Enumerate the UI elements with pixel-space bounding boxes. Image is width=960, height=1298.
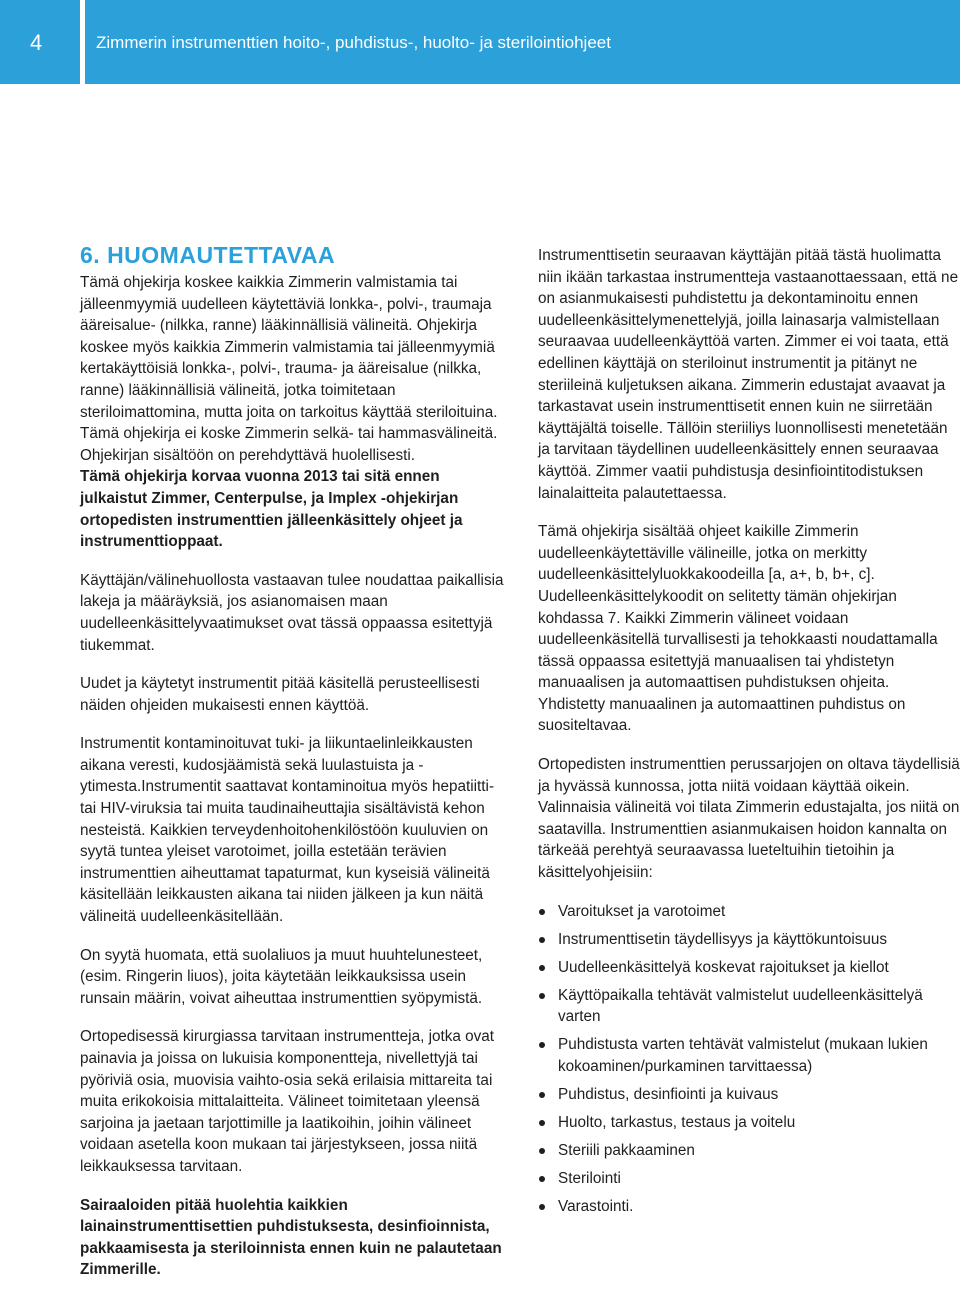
bullet-icon (539, 993, 545, 999)
bullet-icon (539, 937, 545, 943)
bullet-icon (539, 1148, 545, 1154)
list-item: Instrumenttisetin täydellisyys ja käyttökuntoisuus (538, 929, 960, 951)
document-title: Zimmerin instrumenttien hoito-, puhdistus-, huolto- ja sterilointiohjeet (96, 33, 611, 52)
list-item: Käyttöpaikalla tehtävät valmistelut uudelleenkäsittelyä varten (538, 985, 960, 1028)
left-column (80, 240, 504, 1298)
bullet-icon (539, 1120, 545, 1126)
right-column (538, 245, 960, 1224)
paragraph-next-user: Instrumenttisetin seuraavan käyttäjän pitää tästä huolimatta niin ikään tarkastaa instrumentteja vastaanottaessaan, että ne on asianmukaisesti puhdistettu ja dekontaminoitu ennen uudelleenkäsittelymenettelyjä, joilla lainasarja valmistellaan seuraavaa uudelleenkäyttöä varten. Zimmer ei voi taata, että edellinen käyttäjä on steriloinut instrumentit ja pitänyt ne steriileinä kuljetuksen aikana. Zimmerin edustajat avaavat ja tarkastavat usein instrumenttisetit ennen kuin ne siirretään käyttäjältä toiselle. Tällöin steriiliys luonnollisesti menetetään ja tarvitaan täydellinen uudelleenkäsittely ennen seuraavaa käyttöä. Zimmer vaatii puhdistusja desinfiointitodistuksen lainalaitteita palautettaessa. (538, 247, 959, 502)
paragraph-basic-sets: Ortopedisten instrumenttien perussarjojen on oltava täydellisiä ja hyvässä kunnossa, jotta niitä voidaan käyttää oikein. Valinnaisia välineitä voi tilata Zimmerin edustajalta, jos niitä on saatavilla. Instrumenttien asianmukaisen hoidon kannalta on tärkeää perehtyä seuraavassa lueteltuihin tietoihin ja käsittelyohjeisiin: (538, 756, 960, 882)
list-item: Puhdistusta varten tehtävät valmistelut (mukaan lukien kokoaminen/purkaminen tarvittaessa) (538, 1034, 960, 1077)
paragraph-local-regulations: Käyttäjän/välinehuollosta vastaavan tulee noudattaa paikallisia lakeja ja määräyksiä, jos asianomaisen maan uudelleenkäsittelyvaatimukset ovat tässä oppaassa esitettyjä tiukemmat. (80, 571, 504, 654)
list-item: Huolto, tarkastus, testaus ja voitelu (538, 1112, 960, 1134)
paragraph-saline-warning: On syytä huomata, että suolaliuos ja muut huuhtelunesteet, (esim. Ringerin liuos), joita käytetään leikkauksissa usein runsain määrin, voivat aiheuttaa instrumenttien syöpymistä. (80, 946, 483, 1007)
paragraph-new-instruments: Uudet ja käytetyt instrumentit pitää käsitellä perusteellisesti näiden ohjeiden mukaisesti ennen käyttöä. (80, 675, 480, 714)
bullet-icon (539, 1042, 545, 1048)
list-item: Sterilointi (538, 1168, 960, 1190)
title-bar (85, 0, 960, 84)
list-item: Uudelleenkäsittelyä koskevat rajoitukset ja kiellot (538, 957, 960, 979)
page-header (0, 0, 960, 84)
paragraph-reprocessing-codes: Tämä ohjekirja sisältää ohjeet kaikille Zimmerin uudelleenkäytettäville välineille, jotka on merkitty uudelleenkäsittelyluokkakoodeilla [a, a+, b, b+, c]. Uudelleenkäsittelykoodit on selitetty tämän ohjekirjan kohdassa 7. Kaikki Zimmerin välineet voidaan uudelleenkäsitellä turvallisesti ja tehokkaasti noudattamalla tässä oppaassa esitettyjä manuaalisen tai yhdistetyn manuaalisen ja automaattisen puhdistuksen ohjeita. Yhdistetty manuaalinen ja automaattinen puhdistus on suositeltavaa. (538, 523, 938, 735)
paragraph-hospital-responsibility: Sairaaloiden pitää huolehtia kaikkien lainainstrumenttisettien puhdistuksesta, desinfioinnista, pakkaamisesta ja steriloinnista ennen kuin ne palautetaan Zimmerille. (80, 1196, 502, 1279)
bullet-icon (539, 909, 545, 915)
list-item: Varoitukset ja varotoimet (538, 901, 960, 923)
handling-topics-list (538, 901, 960, 1218)
bullet-icon (539, 1092, 545, 1098)
section-heading: 6. HUOMAUTETTAVAA (80, 242, 336, 268)
paragraph-instrument-sets: Ortopedisessä kirurgiassa tarvitaan instrumentteja, jotka ovat painavia ja joissa on lukuisia komponentteja, nivellettyjä tai pyöriviä osia, muovisia vaihto-osia sekä erilaisia mittareita tai muita erikokoisia mittalaitteita. Välineet toimitetaan yleensä sarjoina ja jaetaan tarjottimille ja laatikoihin, joihin välineet voidaan asetella koon mukaan tai järjestykseen, jossa niitä leikkauksessa tarvitaan. (80, 1028, 495, 1175)
bullet-icon (539, 1176, 545, 1182)
list-item: Varastointi. (538, 1196, 960, 1218)
list-item: Steriili pakkaaminen (538, 1140, 960, 1162)
bullet-icon (539, 965, 545, 971)
page-number: 4 (30, 30, 43, 55)
paragraph-contamination: Instrumentit kontaminoituvat tuki- ja liikuntaelinleikkausten aikana veresti, kudosjäämistä sekä luulastuista ja -ytimesta.Instrumentit saattavat kontaminoitua myös hepatiitti- tai HIV-viruksia tai muita taudinaiheuttajia sisältävistä kehon nesteistä. Kaikkien terveydenhoitohenkilöstöön kuuluvien on syytä tuntea yleiset varotoimet, joilla estetään terävien instrumenttien aiheuttamat tapaturmat, kun kyseisiä välineitä käsitellään leikkausten aikana tai niiden jälkeen ja kun näitä välineitä uudelleenkäsitellään. (80, 735, 495, 926)
paragraph-scope: Tämä ohjekirja koskee kaikkia Zimmerin valmistamia tai jälleenmyymiä uudelleen käytettäviä lonkka-, polvi-, traumaja ääreisalue- (nilkka, ranne) lääkinnällisiä välineitä. Ohjekirja koskee myös kaikkia Zimmerin valmistamia tai jälleenmyymiä kertakäyttöisiä lonkka-, polvi-, trauma- ja ääreisalue (nilkka, ranne) lääkinnällisiä välineitä, jotka toimitetaan steriloimattomina, mutta joita on tarkoitus käyttää steriloituina. Tämä ohjekirja ei koske Zimmerin selkä- tai hammasvälineitä. Ohjekirjan sisältöön on perehdyttävä huolellisesti. (80, 274, 498, 464)
list-item: Puhdistus, desinfiointi ja kuivaus (538, 1084, 960, 1106)
paragraph-supersedes: Tämä ohjekirja korvaa vuonna 2013 tai sitä ennen julkaistut Zimmer, Centerpulse, ja Implex -ohjekirjan ortopedisten instrumenttien jälleenkäsittely ohjeet ja instrumenttioppaat. (80, 468, 463, 551)
bullet-icon (539, 1204, 545, 1210)
page-number-box (0, 0, 80, 84)
